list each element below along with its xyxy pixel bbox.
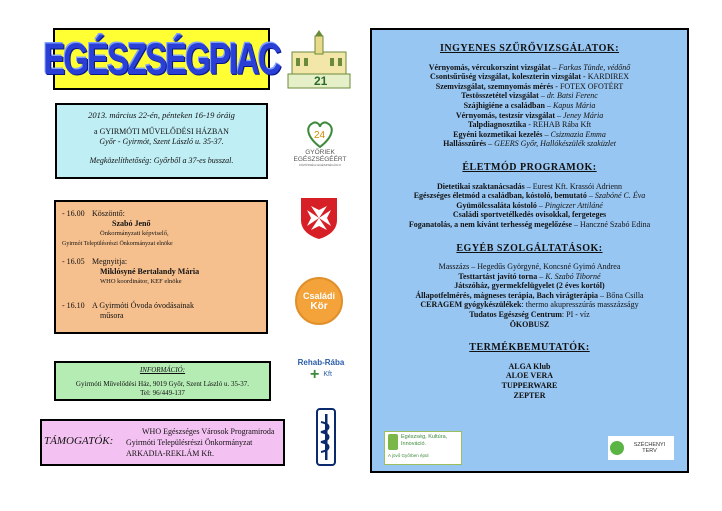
program-person: Miklósyné Bertalandy Mária <box>100 267 200 276</box>
list-item: Gyümölcssaláta kóstoló – Pingiczer Attiláné <box>456 200 603 210</box>
list-item: Szájhigiéne a családban – Kapus Mária <box>463 100 596 110</box>
program-label: Köszöntő: <box>92 209 125 218</box>
list-item: ALOE VERA <box>505 371 554 381</box>
list-item: Talpdiagnosztika - REHAB Rába Kft <box>467 120 592 130</box>
venue-address: Győr - Gyirmót, Szent László u. 35-37. <box>99 137 224 146</box>
program-person: Szabó Jenő <box>112 219 151 228</box>
innovation-sub: A jövő Győrben épül <box>388 453 429 458</box>
services-panel <box>370 28 689 473</box>
list-item: ALGA Klub <box>508 361 551 371</box>
rehab-raba-logo <box>290 352 352 388</box>
list-item: Egyéni kozmetikai kezelés – Csizmazia Emma <box>453 129 606 139</box>
rod-of-asclepius-icon <box>319 412 333 462</box>
list-item: ÖKOBUSZ <box>509 319 550 329</box>
program-item <box>62 257 260 287</box>
innovation-mark-icon <box>388 434 398 450</box>
list-item: ZEPTER <box>513 390 546 400</box>
contact-info <box>54 361 271 401</box>
lifestyle-title: ÉLETMÓD PROGRAMOK: <box>462 161 597 173</box>
gyoriek-line2: EGÉSZSÉGÉÉRT <box>293 156 347 163</box>
program-time: - 16.05 <box>62 257 85 266</box>
city-logo <box>284 30 354 92</box>
csaladi-kor-logo <box>295 277 343 325</box>
city-logo-number: 21 <box>314 74 328 88</box>
list-item: Masszázs – Hegedűs Györgyné, Koncsné Gyimó Andrea <box>438 262 621 272</box>
program-role: Gyirmót Településrészi Önkormányzat elnöke <box>62 241 173 247</box>
gyoriek-logo <box>289 112 351 174</box>
program-item <box>62 209 260 249</box>
szechenyi-logo <box>608 436 674 460</box>
sponsors <box>40 419 285 466</box>
szechenyi-circle-icon <box>610 441 624 455</box>
program-label: Megnyitja: <box>92 257 128 266</box>
gyor-innovation-logo <box>384 431 462 465</box>
leaf-heart-icon <box>303 119 337 149</box>
venue-prefix: a <box>94 127 98 136</box>
list-item: Testtartást javító torna – K. Szabó Tiborné <box>458 271 601 281</box>
list-item: Dietetikai szaktanácsadás – Eurest Kft. Krassói Adrienn <box>436 181 623 191</box>
gyoriek-sub: KÖZÖSSÉGI EGÉSZSÉGÜGYI <box>298 163 342 167</box>
event-date: 2013. március 22-én, pénteken 16-19 óráig <box>88 110 235 120</box>
screening-section <box>372 44 687 149</box>
page-title: EGÉSZSÉGPIAC <box>43 33 280 84</box>
contact-heading: INFORMÁCIÓ: <box>139 366 186 374</box>
list-item: Állapotfelmérés, mágneses terápia, Bach virágterápia – Bőna Csilla <box>415 290 644 300</box>
list-item: Játszóház, gyermekfelügyelet (2 éves kortól) <box>454 281 605 291</box>
contact-address: Gyirmóti Művelődési Ház, 9019 Győr, Szent László u. 35-37. <box>75 380 250 388</box>
maltese-logo <box>299 196 339 240</box>
rehab-name: Rehab-Rába <box>297 357 345 367</box>
list-item: Vérnyomás, vércukorszint vizsgálat – Farkas Tünde, védőnő <box>428 62 631 72</box>
program-schedule <box>54 200 268 334</box>
list-item: Egészséges életmód a családban, kóstoló, bemutató – Szabóné C. Éva <box>413 191 646 201</box>
plus-icon: + <box>310 365 320 383</box>
services-title: EGYÉB SZOLGÁLTATÁSOK: <box>456 242 603 254</box>
program-label-cont: műsora <box>100 311 124 320</box>
list-item: CERAGEM gyógykészülékek: thermo akupresszúrás masszázságy <box>420 300 639 310</box>
innovation-text: Egészség, Kultúra, Innováció. <box>401 434 448 447</box>
list-item: Csontsűrűség vizsgálat, koleszterin vizsgálat - KARDIREX <box>429 72 630 82</box>
program-role: Önkormányzati képviselő, <box>100 230 169 237</box>
csaladi-line2: Kör <box>310 300 328 312</box>
list-item: Családi sportvetélkedés ovisokkal, fergeteges <box>452 210 607 220</box>
venue-name: GYIRMÓTI MŰVELŐDÉSI HÁZBAN <box>99 127 229 136</box>
gyoriek-line1: GYŐRIEK <box>305 149 335 156</box>
program-label: A Gyirmóti Óvoda óvodásainak <box>92 301 194 310</box>
list-item: Tudatos Egészség Centrum: PI - víz <box>469 310 590 320</box>
sponsor-line: Gyirmóti Településrészi Önkormányzat <box>126 438 253 447</box>
list-item: Vérnyomás, testzsír vizsgálat – Jeney Mária <box>455 110 604 120</box>
svg-text:24: 24 <box>314 130 326 141</box>
list-item: Testösszetétel vizsgálat – dr. Batsi Ferenc <box>461 91 598 101</box>
program-time: - 16.10 <box>62 301 85 310</box>
products-title: TERMÉKBEMUTATÓK: <box>469 342 590 354</box>
list-item: Szemvizsgálat, szemnyomás mérés - FOTEX OFOTÉRT <box>435 81 624 91</box>
screening-title: INGYENES SZŰRŐVIZSGÁLATOK: <box>439 43 620 54</box>
services-section <box>372 244 687 330</box>
products-section <box>372 343 687 400</box>
maltese-cross-icon <box>299 196 339 240</box>
program-role: WHO koordinátor, KEF elnöke <box>100 278 182 285</box>
program-time: - 16.00 <box>62 209 85 218</box>
rehab-sub: Kft <box>323 371 332 378</box>
event-info <box>55 103 268 179</box>
szechenyi-text: SZÉCHENYI TERV <box>633 442 666 454</box>
program-item <box>62 301 260 321</box>
sponsor-line: ARKADIA-REKLÁM Kft. <box>126 449 214 458</box>
csaladi-line1: Családi <box>302 290 335 301</box>
medical-logo <box>316 408 336 466</box>
lifestyle-section <box>372 163 687 230</box>
list-item: Hallásszűrés – GEERS Győr, Hallókészülék szaküzlet <box>443 139 616 149</box>
sponsor-line: WHO Egészséges Városok Programiroda <box>142 427 275 436</box>
title-banner <box>43 28 280 90</box>
sponsors-label: TÁMOGATÓK: <box>44 435 114 447</box>
access-info: Megközelíthetőség: Győrből a 37-es busszal. <box>89 156 234 165</box>
list-item: Foganatolás, a nem kívánt terhesség megelőzése – Hanczné Szabó Edina <box>408 219 651 229</box>
contact-phone: Tel: 96/449-137 <box>140 389 185 397</box>
list-item: TUPPERWARE <box>501 381 558 391</box>
